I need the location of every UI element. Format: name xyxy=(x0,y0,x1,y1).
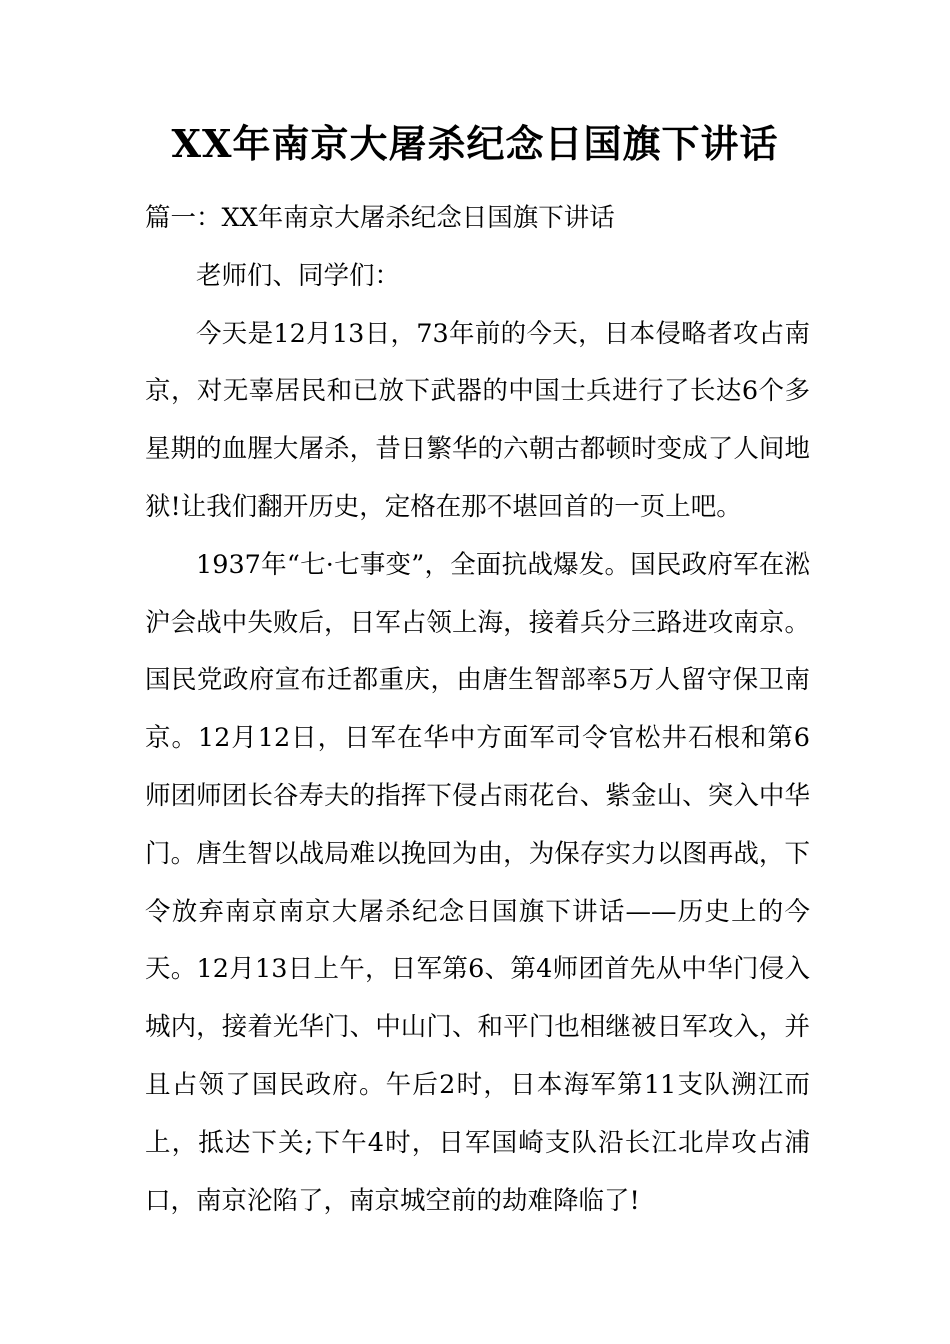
salutation-paragraph: 老师们、同学们： xyxy=(196,260,401,291)
document-title: XX年南京大屠杀纪念日国旗下讲话 xyxy=(171,121,779,166)
body-paragraph: 1937年“七·七事变”，全面抗战爆发。国民政府军在淞沪会战中失败后，日军占领上海，接着兵分三路进攻南京。国民党政府宣布迁都重庆，由唐生智部率5万人留守保卫南京。12月12日，日军在华中方面军司令官松井石根和第6师团师团长谷寿夫的指挥下侵占雨花台、紫金山、突入中华门。唐生智以战局难以挽回为由，为保存实力以图再战，下令放弃南京南京大屠杀纪念日国旗下讲话——历史上的今天。12月13日上午，日军第6、第4师团首先从中华门侵入城内，接着光华门、中山门、和平门也相继被日军攻入，并且占领了国民政府。午后2时，日本海军第11支队溯江而上，抵达下关;下午4时，日军国崎支队沿长江北岸攻占浦口，南京沦陷了，南京城空前的劫难降临了! xyxy=(145,549,810,1216)
document-body xyxy=(145,190,810,1230)
section-heading: 篇一：XX年南京大屠杀纪念日国旗下讲话 xyxy=(145,203,615,233)
body-paragraph: 今天是12月13日，73年前的今天，日本侵略者攻占南京，对无辜居民和已放下武器的中国士兵进行了长达6个多星期的血腥大屠杀，昔日繁华的六朝古都顿时变成了人间地狱!让我们翻开历史，定格在那不堪回首的一页上吧。 xyxy=(145,318,810,522)
